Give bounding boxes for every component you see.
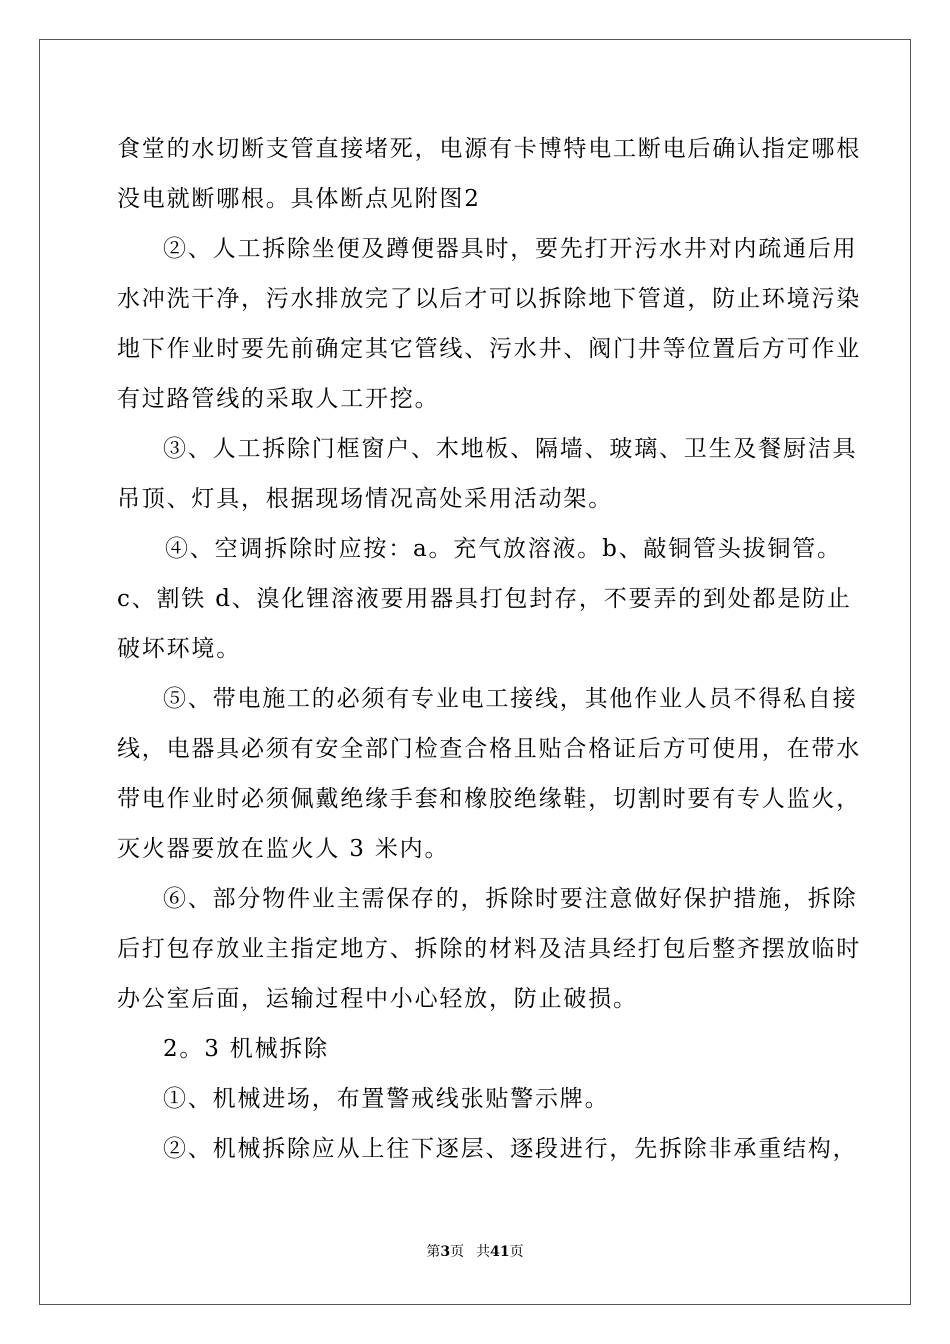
text-line: 后打包存放业主指定地方、拆除的材料及洁具经打包后整齐摆放临时	[117, 936, 861, 962]
page-suffix: 页	[450, 1244, 465, 1260]
text-line: 办公室后面，运输过程中小心轻放，防止破损。	[117, 986, 638, 1012]
text-line: 吊顶、灯具，根据现场情况高处采用活动架。	[117, 486, 613, 512]
total-pages: 41	[490, 1244, 510, 1260]
text-line: ⑥、部分物件业主需保存的，拆除时要注意做好保护措施，拆除	[163, 886, 858, 912]
text-line: ②、机械拆除应从上往下逐层、逐段进行，先拆除非承重结构，	[163, 1136, 858, 1162]
text-line: ⑤、带电施工的必须有专业电工接线，其他作业人员不得私自接	[163, 686, 858, 712]
text-line: c、割铁 d、溴化锂溶液要用器具打包封存，不要弄的到处都是防止	[117, 586, 852, 612]
text-line: 带电作业时必须佩戴绝缘手套和橡胶绝缘鞋，切割时要有专人监火，	[117, 786, 861, 812]
text-line: ②、人工拆除坐便及蹲便器具时，要先打开污水井对内疏通后用	[163, 236, 858, 262]
page-prefix: 第	[426, 1244, 441, 1260]
page-footer	[0, 1243, 950, 1261]
text-line: ④、空调拆除时应按：a。充气放溶液。b、敲铜管头拔铜管。	[165, 536, 842, 562]
total-prefix: 共	[476, 1244, 491, 1260]
text-line: 食堂的水切断支管直接堵死，电源有卡博特电工断电后确认指定哪根	[117, 136, 861, 162]
text-line: 灭火器要放在监火人 3 米内。	[117, 836, 450, 862]
total-suffix: 页	[509, 1244, 524, 1260]
text-line: ①、机械进场，布置警戒线张贴警示牌。	[163, 1086, 610, 1112]
text-line: ③、人工拆除门框窗户、木地板、隔墙、玻璃、卫生及餐厨洁具	[163, 436, 858, 462]
text-line: 破坏环境。	[117, 636, 241, 662]
text-line: 没电就断哪根。具体断点见附图2	[117, 186, 481, 212]
text-line: 水冲洗干净，污水排放完了以后才可以拆除地下管道，防止环境污染	[117, 286, 861, 312]
page-number: 3	[440, 1244, 451, 1260]
text-line: 有过路管线的采取人工开挖。	[117, 386, 440, 412]
text-line: 线，电器具必须有安全部门检查合格且贴合格证后方可使用，在带水	[117, 736, 861, 762]
page-border	[39, 39, 911, 1305]
section-heading: 2。3 机械拆除	[163, 1036, 329, 1062]
text-line: 地下作业时要先前确定其它管线、污水井、阀门井等位置后方可作业	[117, 336, 861, 362]
